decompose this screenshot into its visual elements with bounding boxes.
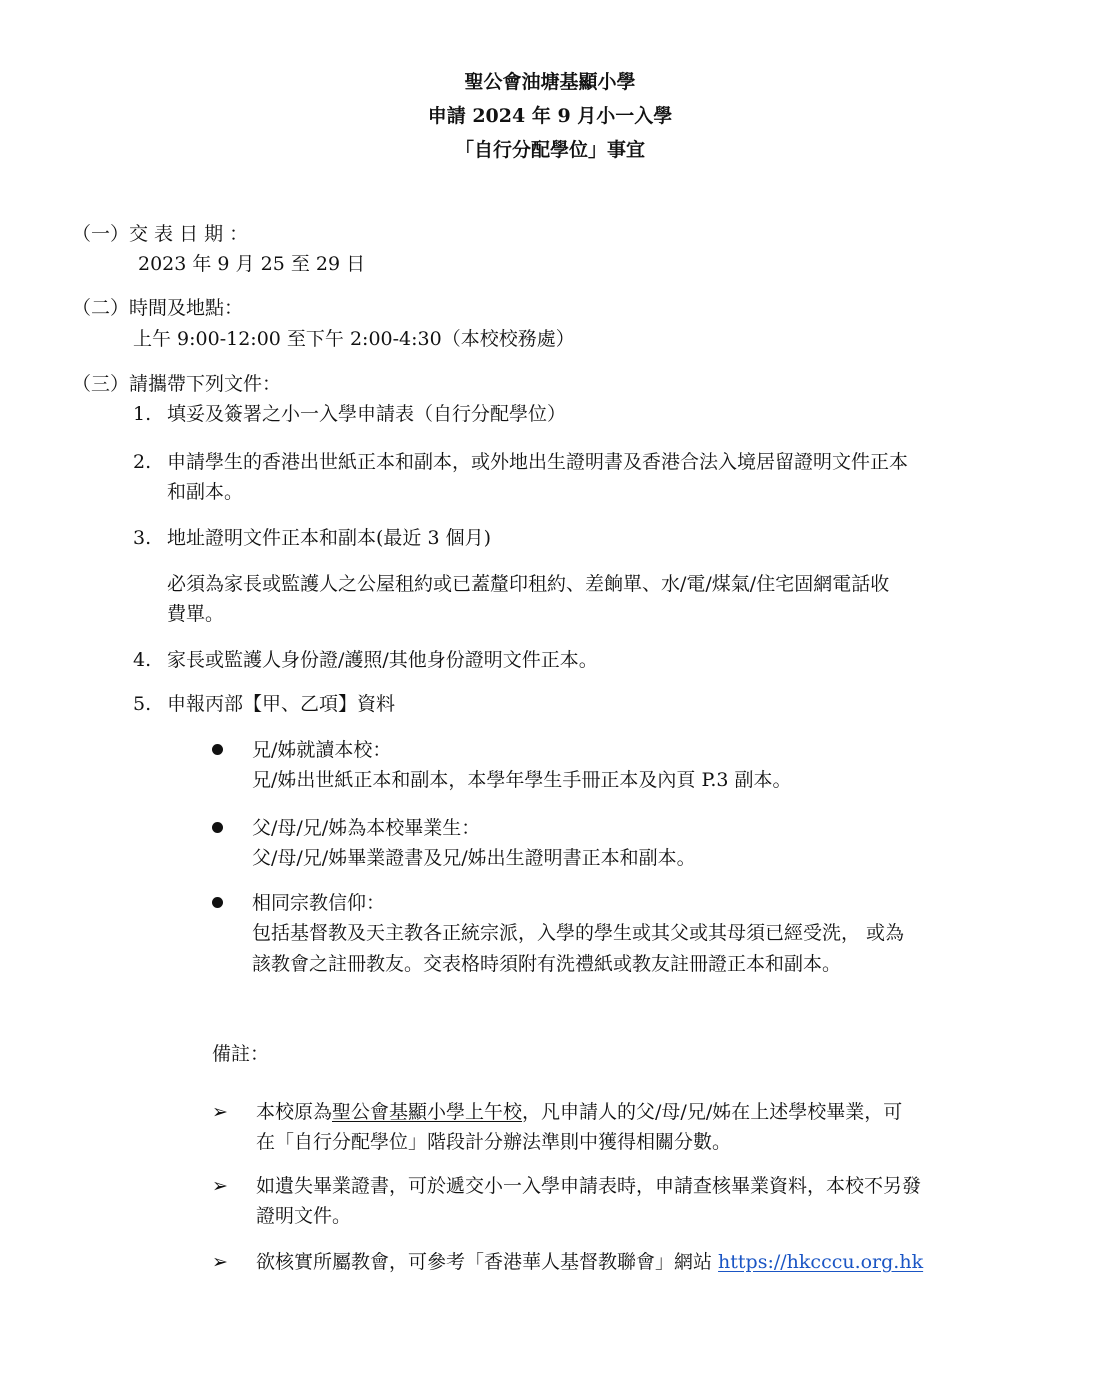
bullet-dot-icon <box>212 897 223 908</box>
item-5-number: 5. <box>133 693 152 715</box>
school-name: 聖公會油塘基顯小學 <box>464 71 636 93</box>
section-1-label: （一）交 表 日 期 ： <box>72 223 249 245</box>
item-4-text: 家長或監護人身份證/護照/其他身份證明文件正本。 <box>167 649 598 671</box>
item-2-number: 2. <box>133 451 152 473</box>
remark-1-line-1 <box>256 1098 902 1126</box>
bullet-1-title: 兄/姊就讀本校： <box>252 739 392 761</box>
item-3-text: 地址證明文件正本和副本(最近 3 個月) <box>167 527 491 549</box>
hkcccu-website-link[interactable]: https://hkcccu.org.hk <box>718 1251 924 1273</box>
arrow-bullet-icon: ➢ <box>212 1101 228 1123</box>
section-2-label: （二）時間及地點： <box>72 297 244 319</box>
remark-1-pre: 本校原為 <box>256 1101 333 1123</box>
bullet-dot-icon <box>212 744 223 755</box>
remark-3-line <box>256 1248 923 1276</box>
document-topic: 「自行分配學位」事宜 <box>454 139 645 161</box>
bullet-2-line-1: 父/母/兄/姊畢業證書及兄/姊出生證明書正本和副本。 <box>252 847 696 869</box>
arrow-bullet-icon: ➢ <box>212 1251 228 1273</box>
bullet-3-line-1: 包括基督教及天主教各正統宗派，入學的學生或其父或其母須已經受洗， 或為 <box>252 922 905 944</box>
bullet-2-title: 父/母/兄/姊為本校畢業生： <box>252 817 481 839</box>
remark-3-text: 欲核實所屬教會，可參考「香港華人基督教聯會」網站 <box>256 1251 719 1273</box>
remark-1-post: ，凡申請人的父/母/兄/姊在上述學校畢業，可 <box>522 1101 903 1123</box>
item-4-number: 4. <box>133 649 152 671</box>
bullet-3-line-2: 該教會之註冊教友。交表格時須附有洗禮紙或教友註冊證正本和副本。 <box>252 953 842 975</box>
bullet-3-title: 相同宗教信仰： <box>252 892 386 914</box>
item-3-note-line-1: 必須為家長或監護人之公屋租約或已蓋釐印租約、差餉單、水/電/煤氣/住宅固網電話收 <box>167 573 890 595</box>
item-3-number: 3. <box>133 527 152 549</box>
item-5-text: 申報丙部【甲、乙項】資料 <box>167 693 396 715</box>
arrow-bullet-icon: ➢ <box>212 1175 228 1197</box>
document-subtitle: 申請 2024 年 9 月小一入學 <box>427 105 673 127</box>
item-2-text-line-2: 和副本。 <box>167 481 244 503</box>
item-1-number: 1. <box>133 403 152 425</box>
item-2-text-line-1: 申請學生的香港出世紙正本和副本，或外地出生證明書及香港合法入境居留證明文件正本 <box>167 451 909 473</box>
section-3-label: （三）請攜帶下列文件： <box>72 373 282 395</box>
section-1-content: 2023 年 9 月 25 至 29 日 <box>138 253 366 275</box>
remark-2-line-1: 如遺失畢業證書，可於遞交小一入學申請表時，申請查核畢業資料，本校不另發 <box>256 1175 922 1197</box>
remark-2-line-2: 證明文件。 <box>256 1205 352 1227</box>
item-1-text: 填妥及簽署之小一入學申請表（自行分配學位） <box>167 403 567 425</box>
remark-1-line-2: 在「自行分配學位」階段計分辦法準則中獲得相關分數。 <box>256 1131 732 1153</box>
remarks-heading: 備註： <box>212 1043 270 1065</box>
section-2-content: 上午 9:00-12:00 至下午 2:00-4:30（本校校務處） <box>133 328 575 350</box>
item-3-note-line-2: 費單。 <box>167 603 225 625</box>
bullet-dot-icon <box>212 822 223 833</box>
bullet-1-line-1: 兄/姊出世紙正本和副本，本學年學生手冊正本及內頁 P.3 副本。 <box>252 769 792 791</box>
remark-1-school-name: 聖公會基顯小學上午校 <box>332 1101 523 1123</box>
